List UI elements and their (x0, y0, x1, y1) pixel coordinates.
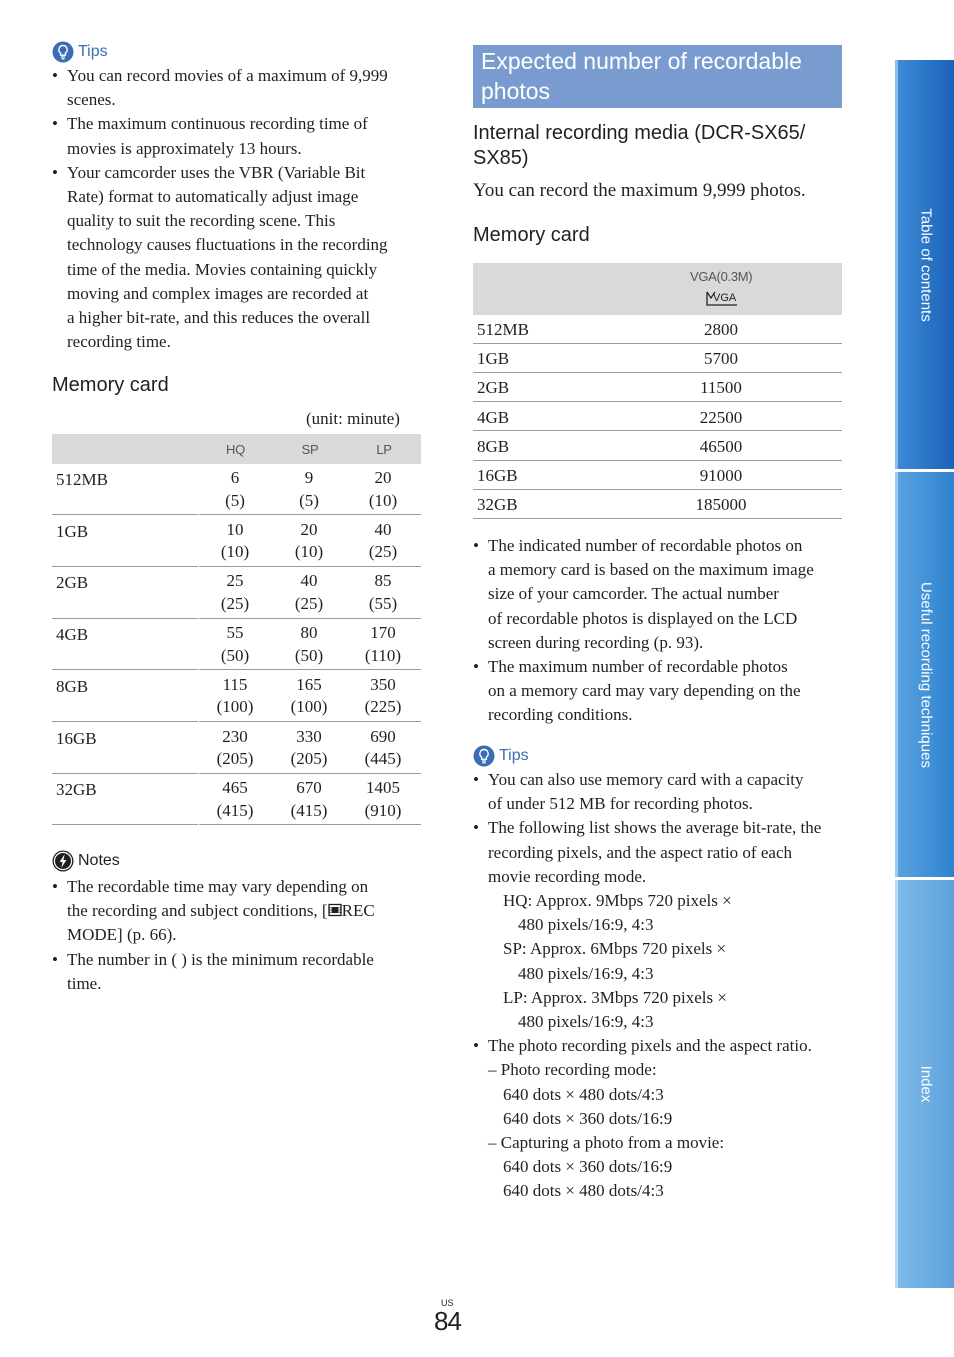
row-divider (199, 824, 421, 825)
row-divider (199, 773, 421, 774)
memory-card-heading: Memory card (52, 374, 169, 396)
tab-useful-recording-techniques[interactable]: Useful recording techniques (895, 472, 954, 877)
row-divider (473, 518, 842, 519)
table-header-row (52, 434, 421, 464)
table-cell: 170 (110) (364, 623, 402, 665)
tips-header (52, 41, 108, 63)
photo-row-size: 8GB (477, 436, 510, 456)
internal-media-text: You can record the maximum 9,999 photos. (473, 180, 806, 201)
table-cell: 330 (205) (290, 726, 328, 768)
internal-media-heading: Internal recording media (DCR-SX65/ SX85) (473, 122, 806, 169)
column-header-hq: HQ (226, 441, 245, 457)
table-cell: 40 (25) (368, 519, 398, 562)
table-cell: 350 (225) (364, 674, 402, 717)
row-divider (52, 566, 198, 567)
mode-lp: LP: Approx. 3Mbps 720 pixels × 480 pixels/16:9, 4:3 (503, 987, 727, 1032)
table-cell: 55 (50) (220, 623, 250, 665)
tips-header (473, 745, 529, 767)
vga-icon: VGA (705, 289, 739, 312)
row-divider (52, 514, 198, 515)
photo-row-size: 4GB (477, 407, 510, 427)
photo-row-size: 1GB (477, 349, 510, 369)
list-item: • You can also use memory card with a capacity of under 512 MB for recording photos. (473, 768, 853, 816)
row-divider (199, 721, 421, 722)
photo-row-count: 185000 (695, 495, 747, 515)
table-cell: 690 (445) (364, 726, 402, 768)
list-item: • The maximum continuous recording time of movies is approximately 13 hours. (52, 112, 422, 160)
row-divider (473, 430, 842, 431)
tab-table-of-contents[interactable]: Table of contents (895, 60, 954, 469)
row-divider (473, 343, 842, 344)
photo-table-header (473, 263, 842, 315)
photo-row-count: 91000 (699, 466, 743, 485)
list-item: • The number in ( ) is the minimum recordable time. (52, 948, 422, 996)
table-cell: 40 (25) (294, 571, 324, 613)
table-row-size: 32GB (56, 780, 97, 800)
table-row-size: 8GB (56, 676, 89, 696)
list-item: • The maximum number of recordable photos on a memory card may vary depending on the recording conditions. (473, 655, 848, 728)
column-header-sp: SP (301, 441, 319, 457)
column-header-vga: VGA(0.3M) (690, 269, 753, 284)
table-cell: 1405 (910) (364, 778, 402, 820)
notes-label: Notes (78, 852, 120, 869)
table-cell: 670 (415) (290, 778, 328, 820)
table-cell: 165 (100) (290, 674, 328, 717)
table-cell: 10 (10) (220, 519, 250, 562)
photo-row-count: 5700 (704, 349, 738, 369)
row-divider (473, 401, 842, 402)
tips-label: Tips (78, 43, 108, 60)
lightbulb-icon (52, 41, 74, 63)
lightbulb-icon (473, 745, 495, 767)
table-row-size: 1GB (56, 521, 89, 541)
list-item: • The recordable time may vary depending on the recording and subject conditions, [ REC MODE] (p. 66). (52, 875, 422, 948)
mode-hq: HQ: Approx. 9Mbps 720 pixels × 480 pixels/16:9, 4:3 (503, 891, 732, 935)
photo-memory-card-heading: Memory card (473, 224, 590, 246)
table-cell: 9 (5) (299, 468, 319, 510)
photo-row-size: 2GB (477, 378, 510, 398)
table-cell: 465 (415) (216, 778, 254, 820)
row-divider (52, 721, 198, 722)
table-cell: 115 (100) (216, 674, 254, 717)
row-divider (199, 514, 421, 515)
film-icon (328, 903, 342, 917)
list-item: • The indicated number of recordable photos on a memory card is based on the maximum image size of your camcorder. The actual number of recordable photos is displayed on the LCD screen during recording (p. 93). (473, 534, 848, 655)
row-divider (199, 618, 421, 619)
photo-notes-list (473, 534, 848, 728)
table-cell: 20 (10) (294, 519, 324, 562)
unit-note: (unit: minute) (306, 409, 400, 428)
notes-header (52, 850, 120, 872)
table-cell: 230 (205) (216, 726, 254, 768)
region-code: US (441, 1298, 454, 1308)
row-divider (199, 669, 421, 670)
photo-row-size: 16GB (477, 466, 518, 485)
row-divider (473, 489, 842, 490)
photo-row-count: 22500 (699, 407, 743, 427)
right-tips-list (473, 768, 853, 1204)
row-divider (473, 460, 842, 461)
table-row-size: 16GB (56, 728, 97, 748)
table-cell: 6 (5) (225, 468, 245, 510)
list-item: • The following list shows the average bit-rate, the recording pixels, and the aspect ratio of each movie recording mode. HQ: Approx. 9Mbps 720 pixels × 480 pixels/16:9, 4:3 SP: Approx. 6Mbps 720 pixels × 480 pixels/16:9, 4:3 LP: Approx. 3Mbps 720 pixels × 480 pixels/16:9, 4:3 (473, 816, 853, 1034)
section-title: Expected number of recordable photos (473, 45, 842, 108)
row-divider (52, 669, 198, 670)
table-cell: 85 (55) (368, 571, 398, 613)
tips-label: Tips (499, 747, 529, 764)
page-number: 84 (434, 1306, 461, 1336)
photo-row-count: 2800 (704, 320, 738, 339)
tab-index[interactable]: Index (895, 880, 954, 1288)
photo-row-size: 512MB (477, 320, 529, 339)
notes-list (52, 875, 422, 996)
photo-row-count: 11500 (700, 378, 742, 398)
row-divider (52, 773, 198, 774)
mode-sp: SP: Approx. 6Mbps 720 pixels × 480 pixels/16:9, 4:3 (503, 939, 727, 983)
list-item: • The photo recording pixels and the aspect ratio. – Photo recording mode: 640 dots × 480 dots/4:3 640 dots × 360 dots/16:9 – Capturing a photo from a movie: 640 dots × 360 dots/16:9 640 dots × 480 dots/4:3 (473, 1034, 853, 1203)
table-cell: 20 (10) (368, 468, 398, 510)
table-cell: 25 (25) (220, 571, 250, 613)
row-divider (199, 566, 421, 567)
table-cell: 80 (50) (294, 623, 324, 665)
tips-list (52, 64, 422, 354)
movie-time-table (52, 434, 421, 464)
row-divider (52, 824, 198, 825)
lightning-icon (52, 850, 74, 872)
row-divider (473, 372, 842, 373)
list-item: • Your camcorder uses the VBR (Variable Bit Rate) format to automatically adjust image quality to suit the recording scene. This technology causes fluctuations in the recording time of the media. Movies containing quickly moving and complex images are recorded at a higher bit-rate, and this reduces the overall recording time. (52, 161, 422, 355)
table-row-size: 4GB (56, 625, 89, 645)
photo-row-count: 46500 (699, 436, 743, 456)
list-item: • You can record movies of a maximum of 9,999 scenes. (52, 64, 422, 112)
photo-row-size: 32GB (477, 495, 518, 515)
table-row-size: 512MB (56, 470, 108, 489)
row-divider (52, 618, 198, 619)
table-row-size: 2GB (56, 573, 89, 593)
column-header-lp: LP (376, 441, 392, 457)
